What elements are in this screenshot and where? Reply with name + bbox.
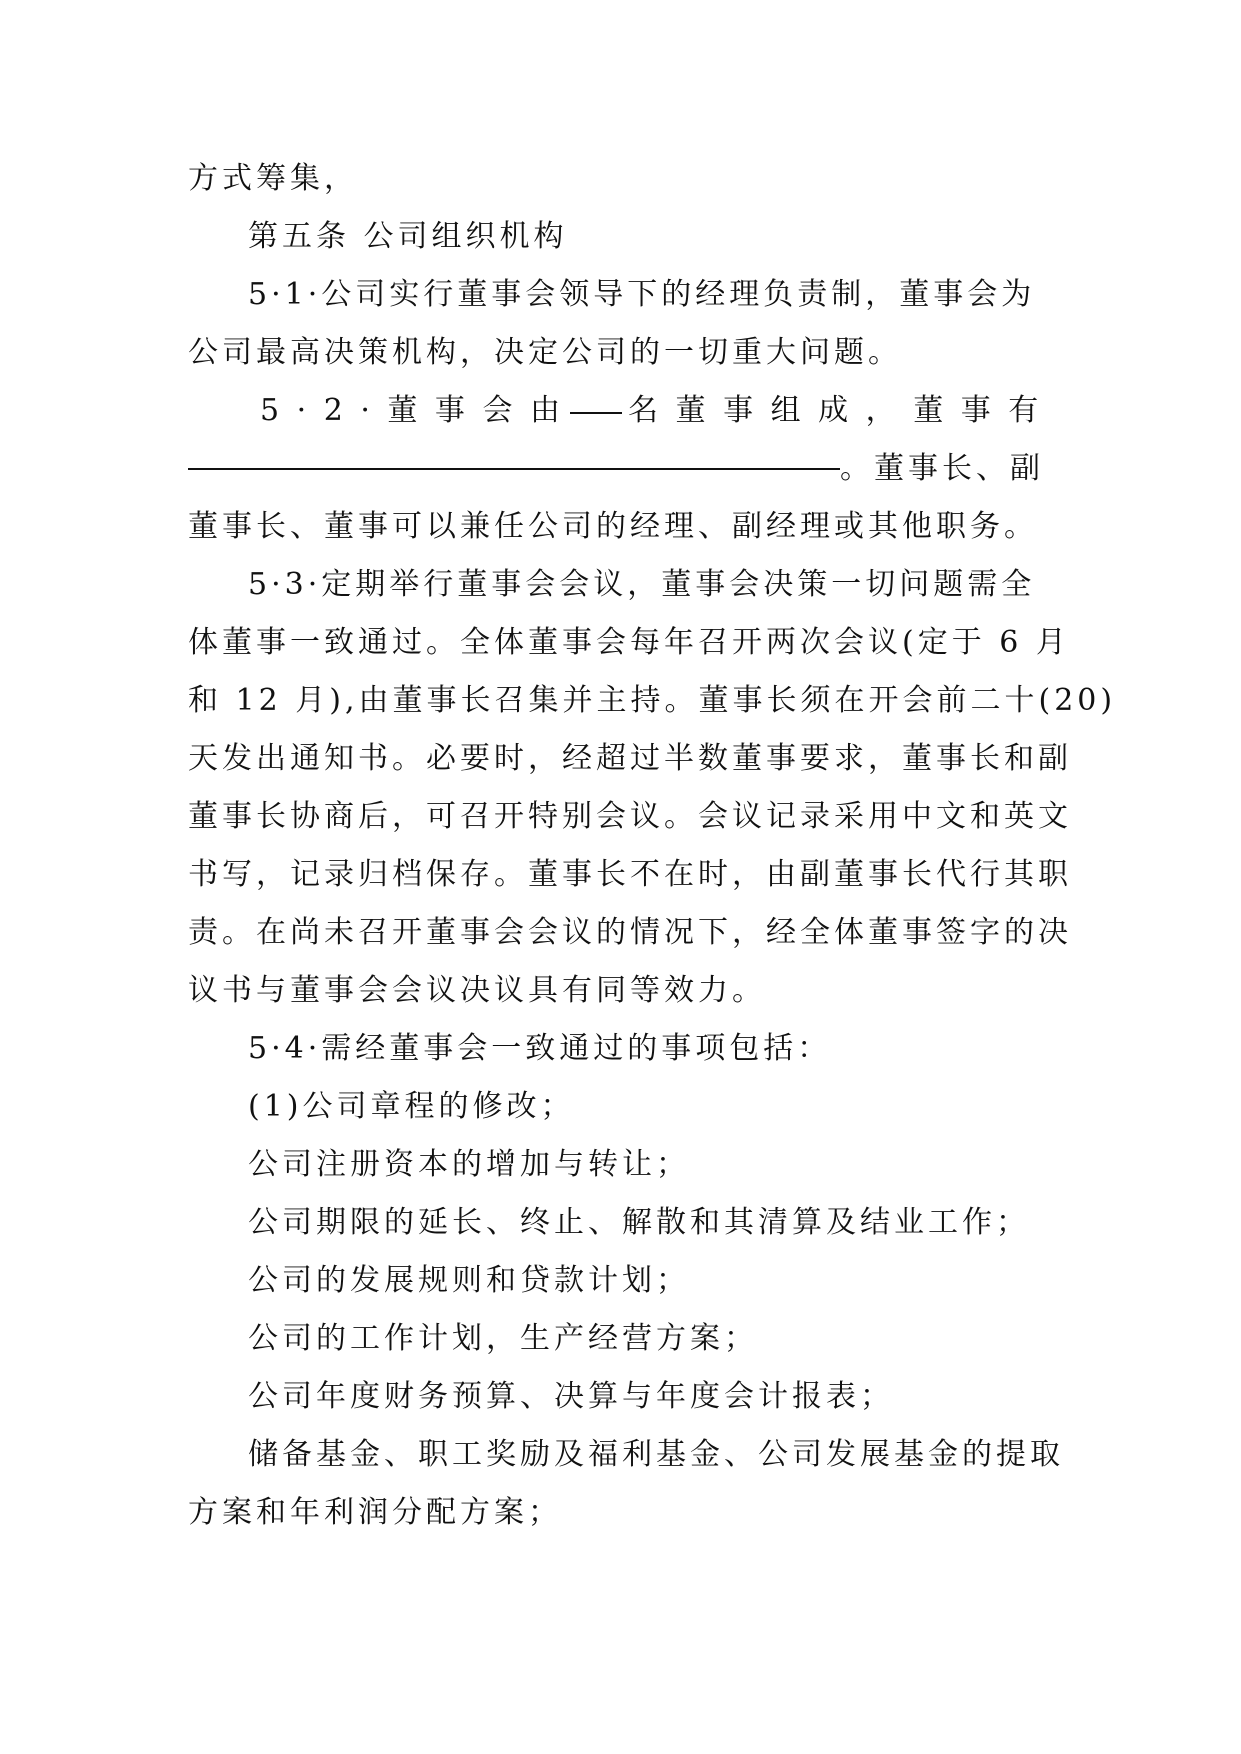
list-item: 储备基金、职工奖励及福利基金、公司发展基金的提取 [248, 1437, 1064, 1472]
list-item: 公司期限的延长、终止、解散和其清算及结业工作； [248, 1205, 1030, 1240]
text-segment: 名 董 事 组 成 ， 董 事 有 [628, 393, 1043, 428]
text-line: 5·1·公司实行董事会领导下的经理负责制，董事会为 [248, 277, 1036, 312]
text-line: 和 12 月),由董事长召集并主持。董事长须在开会前二十(20) [188, 683, 1117, 718]
text-line-with-blank [188, 382, 1050, 440]
text-line: 方式筹集， [188, 161, 358, 196]
list-item: (1)公司章程的修改； [248, 1089, 575, 1124]
text-line: 5·3·定期举行董事会会议，董事会决策一切问题需全 [248, 567, 1036, 602]
text-line: 方案和年利润分配方案； [188, 1495, 562, 1530]
text-line: 天发出通知书。必要时，经超过半数董事要求，董事长和副 [188, 741, 1072, 776]
text-line-with-blank [188, 440, 1050, 498]
article-heading: 第五条 公司组织机构 [248, 219, 568, 254]
fill-in-blank [188, 468, 840, 470]
text-line: 书写，记录归档保存。董事长不在时，由副董事长代行其职 [188, 857, 1072, 892]
fill-in-blank [570, 412, 622, 414]
text-line: 责。在尚未召开董事会会议的情况下，经全体董事签字的决 [188, 915, 1072, 950]
text-line: 体董事一致通过。全体董事会每年召开两次会议(定于 6 月 [188, 625, 1070, 660]
text-segment: 5 · 2 · 董 事 会 由 [260, 393, 564, 428]
text-line: 5·4·需经董事会一致通过的事项包括： [248, 1031, 832, 1066]
text-line: 公司最高决策机构，决定公司的一切重大问题。 [188, 335, 902, 370]
text-line: 议书与董事会会议决议具有同等效力。 [188, 973, 766, 1008]
document-page [188, 150, 1117, 1542]
list-item: 公司的工作计划，生产经营方案； [248, 1321, 758, 1356]
text-line: 董事长协商后，可召开特别会议。会议记录采用中文和英文 [188, 799, 1072, 834]
list-item: 公司年度财务预算、决算与年度会计报表； [248, 1379, 894, 1414]
list-item: 公司的发展规则和贷款计划； [248, 1263, 690, 1298]
text-segment: 。董事长、副 [840, 451, 1044, 486]
list-item: 公司注册资本的增加与转让； [248, 1147, 690, 1182]
text-line: 董事长、董事可以兼任公司的经理、副经理或其他职务。 [188, 509, 1038, 544]
